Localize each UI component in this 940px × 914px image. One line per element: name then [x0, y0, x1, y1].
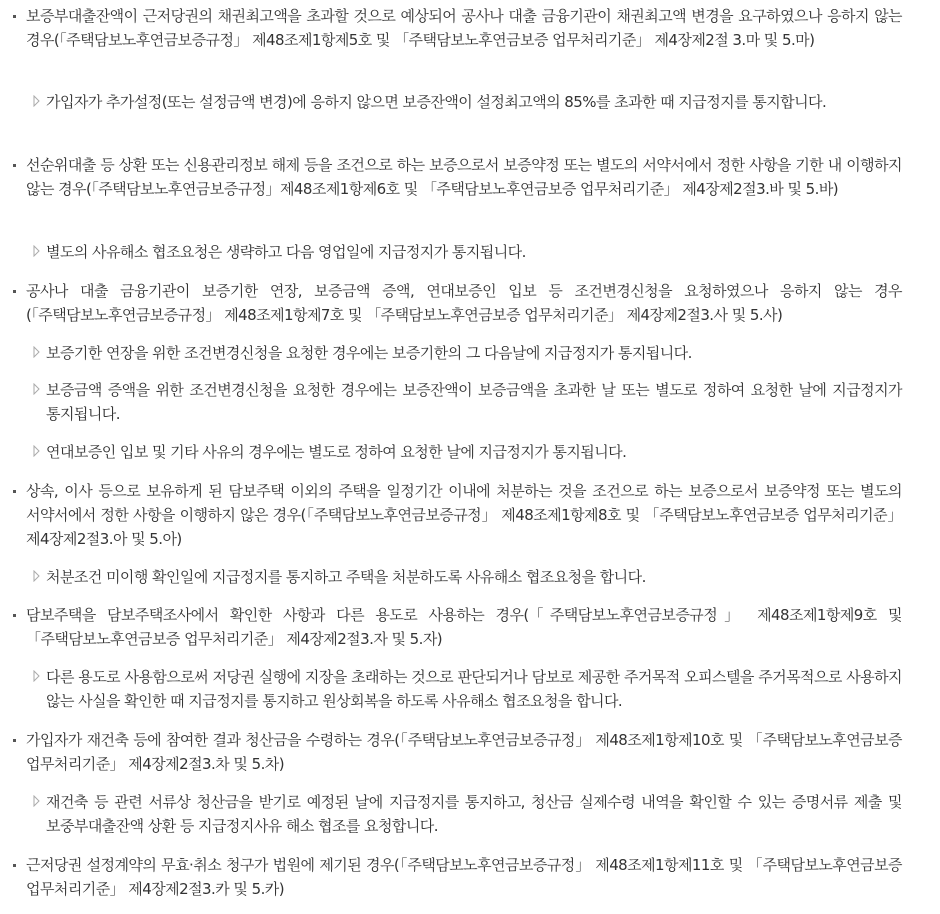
- sub-list-item-text: 보증금액 증액을 위한 조건변경신청을 요청한 경우에는 보증잔액이 보증금액을 초과한 날 또는 별도로 정하여 요청한 날에 지급정지가 통지됩니다.: [46, 381, 902, 423]
- triangle-arrow-icon: [33, 795, 40, 807]
- square-bullet-icon: [13, 739, 16, 742]
- list-item-text: 담보주택을 담보주택조사에서 확인한 사항과 다른 용도로 사용하는 경우(「주택담보노후연금보증규정」 제48조제1항제9호 및 「주택담보노후연금보증 업무처리기준」 제4장제2절3.자 및 5.자): [26, 606, 902, 648]
- sub-list-item-text: 별도의 사유해소 협조요청은 생략하고 다음 영업일에 지급정지가 통지됩니다.: [46, 243, 526, 261]
- list-item-text: 근저당권 설정계약의 무효·취소 청구가 법원에 제기된 경우(「주택담보노후연금보증규정」 제48조제1항제11호 및 「주택담보노후연금보증 업무처리기준」 제4장제2절3.카 및 5.카): [26, 856, 902, 898]
- triangle-arrow-icon: [33, 445, 40, 457]
- sub-list-item-text: 다른 용도로 사용함으로써 저당권 실행에 지장을 초래하는 것으로 판단되거나 담보로 제공한 주거목적 오피스텔을 주거목적으로 사용하지 않는 사실을 확인한 때 지급정지를 통지하고 원상회복을 하도록 사유해소 협조요청을 합니다.: [46, 668, 902, 710]
- triangle-arrow-icon: [33, 245, 40, 257]
- triangle-arrow-icon: [33, 670, 40, 682]
- square-bullet-icon: [13, 164, 16, 167]
- triangle-arrow-icon: [33, 570, 40, 582]
- list-item-text: 가입자가 재건축 등에 참여한 결과 청산금을 수령하는 경우(「주택담보노후연금보증규정」 제48조제1항제10호 및 「주택담보노후연금보증 업무처리기준」 제4장제2절3.차 및 5.차): [26, 731, 902, 773]
- triangle-arrow-icon: [33, 95, 40, 107]
- list-item-text: 공사나 대출 금융기관이 보증기한 연장, 보증금액 증액, 연대보증인 입보 등 조건변경신청을 요청하였으나 응하지 않는 경우(「주택담보노후연금보증규정」 제48조제1항제7호 및 「주택담보노후연금보증 업무처리기준」 제4장제2절3.사 및 5.사): [26, 282, 902, 324]
- square-bullet-icon: [13, 490, 16, 493]
- square-bullet-icon: [13, 864, 16, 867]
- list-item-text: 보증부대출잔액이 근저당권의 채권최고액을 초과할 것으로 예상되어 공사나 대출 금융기관이 채권최고액 변경을 요구하였으나 응하지 않는 경우(「주택담보노후연금보증규정」 제48조제1항제5호 및 「주택담보노후연금보증 업무처리기준」 제4장제2절 3.마 및 5.마): [26, 7, 902, 49]
- sub-list-item-text: 가입자가 추가설정(또는 설정금액 변경)에 응하지 않으면 보증잔액이 설정최고액의 85%를 초과한 때 지급정지를 통지합니다.: [46, 93, 827, 111]
- triangle-arrow-icon: [33, 346, 40, 358]
- sub-list-item-text: 재건축 등 관련 서류상 청산금을 받기로 예정된 날에 지급정지를 통지하고, 청산금 실제수령 내역을 확인할 수 있는 증명서류 제출 및 보중부대출잔액 상환 등 지급정지사유 해소 협조를 요청합니다.: [46, 793, 902, 835]
- triangle-arrow-icon: [33, 383, 40, 395]
- list-item-text: 상속, 이사 등으로 보유하게 된 담보주택 이외의 주택을 일정기간 이내에 처분하는 것을 조건으로 하는 보증으로서 보증약정 또는 별도의 서약서에서 정한 사항을 이행하지 않은 경우(「주택담보노후연금보증규정」 제48조제1항제8호 및 「주택담보노후연금보증 업무처리기준」 제4장제2절3.아 및 5.아): [26, 482, 902, 548]
- list-item-text: 선순위대출 등 상환 또는 신용관리정보 해제 등을 조건으로 하는 보증으로서 보증약정 또는 별도의 서약서에서 정한 사항을 기한 내 이행하지 않는 경우(「주택담보노후연금보증규정」제48조제1항제6호 및 「주택담보노후연금보증 업무처리기준」 제4장제2절3.바 및 5.바): [26, 156, 902, 198]
- sub-list-item-text: 연대보증인 입보 및 기타 사유의 경우에는 별도로 정하여 요청한 날에 지급정지가 통지됩니다.: [46, 443, 627, 461]
- sub-list-item-text: 처분조건 미이행 확인일에 지급정지를 통지하고 주택을 처분하도록 사유해소 협조요청을 합니다.: [46, 568, 646, 586]
- sub-list-item-text: 보증기한 연장을 위한 조건변경신청을 요청한 경우에는 보증기한의 그 다음날에 지급정지가 통지됩니다.: [46, 344, 692, 362]
- square-bullet-icon: [13, 290, 16, 293]
- square-bullet-icon: [13, 614, 16, 617]
- square-bullet-icon: [13, 15, 16, 18]
